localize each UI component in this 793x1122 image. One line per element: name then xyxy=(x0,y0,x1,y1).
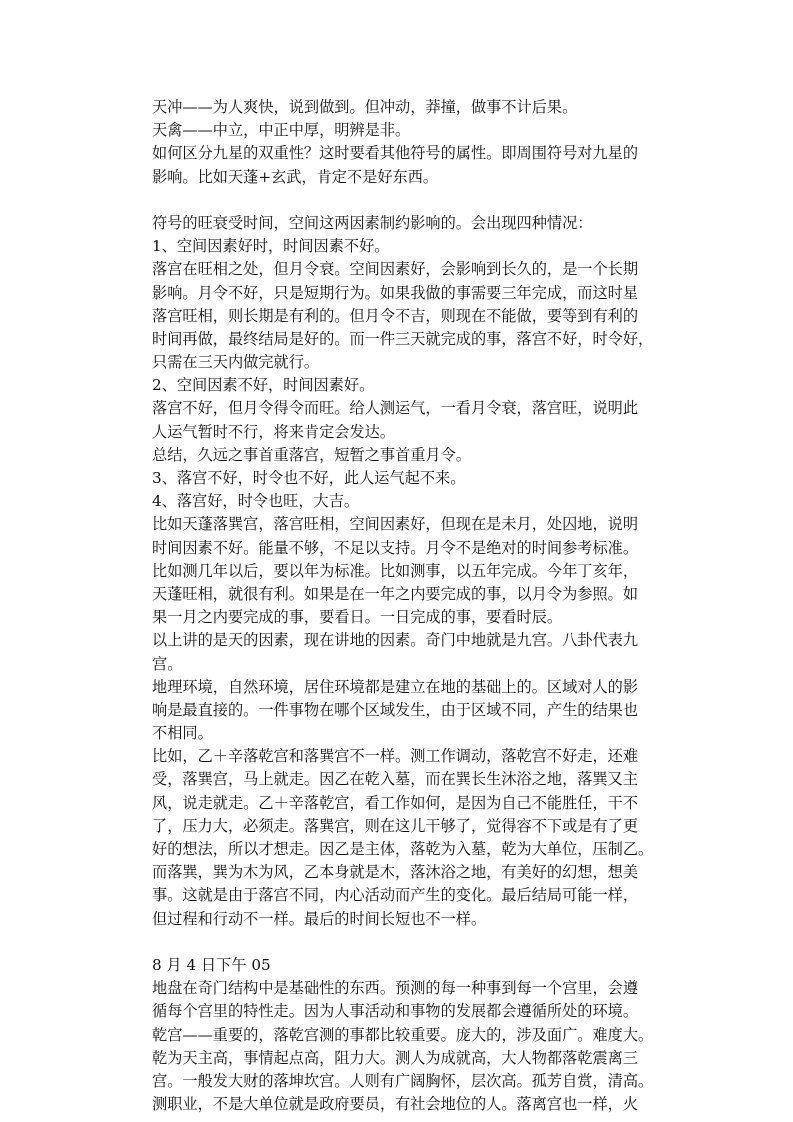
text-line: 而落巽，巽为木为风，乙本身就是木，落沐浴之地，有美好的幻想，想美 xyxy=(152,863,638,882)
text-line: 2、空间因素不好，时间因素好。 xyxy=(152,376,375,395)
text-line: 落宫不好，但月令得令而旺。给人测运气，一看月令衰，落宫旺，说明此 xyxy=(152,399,638,418)
text-line: 落宫在旺相之处，但月令衰。空间因素好，会影响到长久的，是一个长期 xyxy=(152,260,638,279)
text-line: 落宫旺相，则长期是有利的。但月令不吉，则现在不能做，要等到有利的 xyxy=(152,306,638,325)
text-line: 4、落宫好，时令也旺，大吉。 xyxy=(152,492,360,511)
blank-line xyxy=(152,931,672,954)
text-line: 响是最直接的。一件事物在哪个区域发生，由于区域不同，产生的结果也 xyxy=(152,700,638,719)
text-line: 符号的旺衰受时间，空间这两因素制约影响的。会出现四种情况： xyxy=(152,213,593,232)
text-line: 比如天蓬落巽宫，落宫旺相，空间因素好，但现在是未月，处囚地，说明 xyxy=(152,515,638,534)
text-line: 时间因素不好。能量不够，不足以支持。月令不是绝对的时间参考标准。 xyxy=(152,538,638,557)
text-line: 宫。一般发大财的落坤坎宫。人则有广阔胸怀，层次高。孤芳自赏，清高。 xyxy=(152,1071,654,1090)
text-line: 天冲——为人爽快，说到做到。但冲动，莽撞，做事不计后果。 xyxy=(152,98,578,116)
text-line: 但过程和行动不一样。最后的时间长短也不一样。 xyxy=(152,909,487,928)
text-line: 不相同。 xyxy=(152,724,213,743)
text-line: 如何区分九星的双重性？这时要看其他符号的属性。即周围符号对九星的 xyxy=(152,144,638,163)
text-line: 天蓬旺相，就很有利。如果是在一年之内要完成的事，以月令为参照。如 xyxy=(152,584,638,603)
text-line: 8 月 4 日下午 05 xyxy=(152,955,271,974)
text-line: 只需在三天内做完就行。 xyxy=(152,353,320,372)
text-line: 比如，乙＋辛落乾宫和落巽宫不一样。测工作调动，落乾宫不好走，还难 xyxy=(152,747,638,766)
text-line: 测职业，不是大单位就是政府要员，有社会地位的人。落离宫也一样，火 xyxy=(152,1095,638,1114)
text-line: 天禽——中立，中正中厚，明辨是非。 xyxy=(152,121,411,140)
text-line: 影响。月令不好，只是短期行为。如果我做的事需要三年完成，而这时星 xyxy=(152,283,638,302)
text-line: 1、空间因素好时，时间因素不好。 xyxy=(152,237,390,256)
text-line: 好的想法，所以才想走。因乙是主体，落乾为入墓，乾为大单位，压制乙。 xyxy=(152,840,654,858)
text-line: 总结，久远之事首重落宫，短暂之事首重月令。 xyxy=(152,445,471,464)
text-line: 地盘在奇门结构中是基础性的东西。预测的每一种事到每一个宫里，会遵 xyxy=(152,979,638,998)
text-line: 地理环境，自然环境，居住环境都是建立在地的基础上的。区域对人的影 xyxy=(152,677,638,696)
text-line: 宫。 xyxy=(152,654,183,673)
text-line: 乾宫——重要的，落乾宫测的事都比较重要。庞大的，涉及面广。难度大。 xyxy=(152,1025,654,1044)
text-line: 3、落宫不好，时令也不好，此人运气起不来。 xyxy=(152,469,466,487)
text-line: 事。这就是由于落宫不同，内心活动而产生的变化。最后结局可能一样， xyxy=(152,886,638,905)
document-page xyxy=(152,96,672,1116)
text-line: 时间再做，最终结局是好的。而一件三天就完成的事，落宫不好，时令好， xyxy=(152,329,654,348)
text-line: 果一月之内要完成的事，要看日。一日完成的事，要看时辰。 xyxy=(152,608,563,627)
text-line: 以上讲的是天的因素，现在讲地的因素。奇门中地就是九宫。八卦代表九 xyxy=(152,631,638,650)
text-line: 比如测几年以后，要以年为标准。比如测事，以五年完成。今年丁亥年， xyxy=(152,561,638,580)
blank-line xyxy=(152,189,672,212)
text-line: 影响。比如天蓬+玄武，肯定不是好东西。 xyxy=(152,167,439,186)
text-line: 受，落巽宫，马上就走。因乙在乾入墓，而在巽长生沐浴之地，落巽又主 xyxy=(152,770,638,789)
text-line: 循每个宫里的特性走。因为人事活动和事物的发展都会遵循所处的环境。 xyxy=(152,1002,638,1021)
text-line: 了，压力大，必须走。落巽宫，则在这儿干够了，觉得容不下或是有了更 xyxy=(152,816,638,835)
text-line: 风，说走就走。乙＋辛落乾宫，看工作如何，是因为自己不能胜任，干不 xyxy=(152,793,638,812)
text-line: 乾为天主高，事情起点高，阻力大。测人为成就高，大人物都落乾震离三 xyxy=(152,1048,638,1067)
text-line: 人运气暂时不行，将来肯定会发达。 xyxy=(152,422,395,441)
